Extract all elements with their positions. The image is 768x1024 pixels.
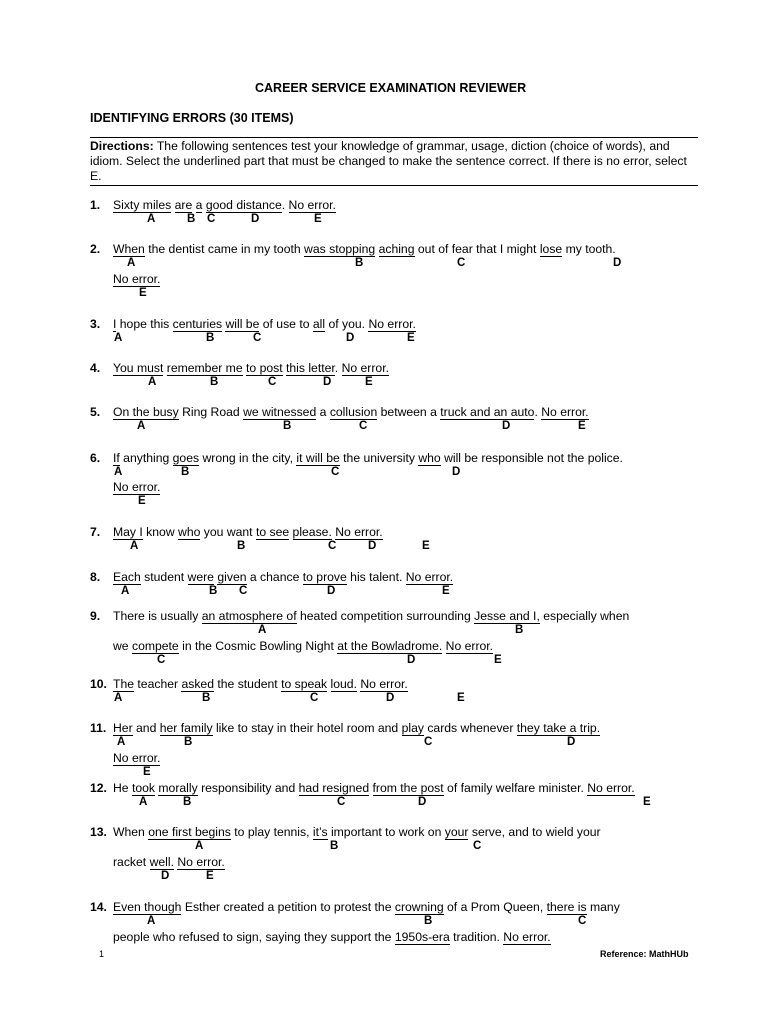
question-text: [113, 242, 616, 256]
underlined-part: who: [418, 451, 441, 465]
underlined-part: to post: [246, 361, 283, 375]
underlined-part: this letter: [286, 361, 335, 375]
choice-letter: E: [422, 540, 430, 552]
text-segment: the university: [339, 451, 419, 465]
text-segment: hope this: [116, 317, 173, 331]
page-title: CAREER SERVICE EXAMINATION REVIEWER: [255, 81, 527, 95]
choice-letter: B: [424, 915, 433, 927]
choice-letter: D: [567, 736, 576, 748]
underlined-part: please.: [292, 525, 332, 539]
choice-letter: A: [114, 332, 123, 344]
underlined-part: May I: [113, 525, 143, 539]
choice-letter: C: [253, 332, 262, 344]
question-number: 6.: [90, 451, 101, 465]
question-number: 1.: [90, 198, 101, 212]
text-segment: know: [142, 525, 179, 539]
question-number: 7.: [90, 525, 101, 539]
underlined-part: goes: [172, 451, 200, 465]
question-text: [113, 825, 601, 839]
choice-letter: D: [502, 420, 511, 432]
choice-letter: A: [148, 376, 157, 388]
question-text: [113, 480, 160, 494]
underlined-part: a: [195, 198, 203, 212]
text-segment: of use to: [259, 317, 313, 331]
underlined-part: it will be: [296, 451, 340, 465]
choice-letter: D: [346, 332, 355, 344]
text-segment: to play tennis,: [230, 825, 313, 839]
choice-letter: E: [442, 585, 450, 597]
choice-letter: A: [137, 420, 146, 432]
choice-letter: B: [210, 376, 219, 388]
choice-letter: A: [114, 692, 123, 704]
directions: [90, 139, 698, 184]
choice-letter: E: [365, 376, 373, 388]
text-segment: [369, 781, 372, 795]
choice-letter: B: [515, 624, 524, 636]
choice-letter: B: [184, 736, 193, 748]
underlined-part: play: [401, 721, 424, 735]
underlined-part: Her: [113, 721, 133, 735]
choice-letter: B: [202, 692, 211, 704]
underlined-part: there is: [546, 900, 587, 914]
text-segment: his talent.: [346, 570, 406, 584]
underlined-part: No error.: [368, 317, 416, 331]
choice-letter: B: [187, 213, 196, 225]
question-number: 4.: [90, 361, 101, 375]
underlined-part: centuries: [172, 317, 223, 331]
underlined-part: I: [113, 317, 117, 331]
underlined-part: had resigned: [298, 781, 370, 795]
divider-bottom: [90, 185, 698, 186]
choice-letter: A: [139, 796, 148, 808]
choice-letter: D: [327, 585, 336, 597]
page-number: 1: [99, 949, 105, 959]
choice-letter: E: [314, 213, 322, 225]
question-number: 11.: [90, 721, 107, 735]
question-number: 14.: [90, 900, 107, 914]
choice-letter: B: [330, 840, 339, 852]
underlined-part: one first begins: [148, 825, 231, 839]
choice-letter: E: [139, 287, 147, 299]
choice-letter: E: [138, 495, 146, 507]
question-text: [113, 930, 551, 944]
underlined-part: they take a trip.: [516, 721, 601, 735]
underlined-part: good distance: [205, 198, 282, 212]
choice-letter: B: [181, 466, 190, 478]
underlined-part: her family: [159, 721, 213, 735]
underlined-part: You must: [113, 361, 164, 375]
question-number: 10.: [90, 677, 107, 691]
choice-letter: D: [161, 870, 170, 882]
question-number: 12.: [90, 781, 107, 795]
text-segment: He: [113, 781, 132, 795]
underlined-part: No error.: [445, 639, 494, 653]
directions-label: Directions:: [90, 139, 154, 153]
underlined-part: Sixty miles: [113, 198, 172, 212]
choice-letter: A: [121, 585, 130, 597]
text-segment: heated competition surrounding: [296, 609, 475, 623]
choice-letter: C: [157, 654, 166, 666]
text-segment: student: [140, 570, 188, 584]
choice-letter: B: [355, 257, 364, 269]
question-text: [113, 721, 600, 735]
choice-letter: E: [643, 796, 651, 808]
underlined-part: Even though: [113, 900, 182, 914]
text-segment: a: [316, 405, 330, 419]
underlined-part: well.: [149, 855, 174, 869]
underlined-part: was stopping: [304, 242, 376, 256]
question-text: [113, 570, 453, 584]
underlined-part: morally: [158, 781, 198, 795]
question-text: [113, 405, 589, 419]
text-segment: tradition.: [449, 930, 504, 944]
underlined-part: aching: [378, 242, 415, 256]
underlined-part: No error.: [288, 198, 336, 212]
divider-top: [90, 137, 698, 138]
text-segment: especially when: [539, 609, 630, 623]
text-segment: like to stay in their hotel room and: [212, 721, 402, 735]
underlined-part: Jesse and I,: [474, 609, 540, 623]
text-segment: Ring Road: [178, 405, 244, 419]
underlined-part: No error.: [113, 480, 161, 494]
text-segment: you want: [200, 525, 256, 539]
choice-letter: D: [418, 796, 427, 808]
underlined-part: we witnessed: [243, 405, 317, 419]
underlined-part: to see: [255, 525, 290, 539]
text-segment: responsibility and: [197, 781, 299, 795]
underlined-part: crowning: [394, 900, 444, 914]
choice-letter: C: [457, 257, 466, 269]
text-segment: important to work on: [327, 825, 445, 839]
text-segment: people who refused to sign, saying they support the: [113, 930, 395, 944]
question-text: [113, 198, 336, 212]
question-number: 8.: [90, 570, 101, 584]
choice-letter: A: [117, 736, 126, 748]
underlined-part: On the busy: [113, 405, 179, 419]
text-segment: racket: [113, 855, 150, 869]
text-segment: anything: [119, 451, 173, 465]
choice-letter: C: [331, 466, 340, 478]
text-segment: my tooth.: [562, 242, 616, 256]
question-number: 9.: [90, 609, 101, 623]
choice-letter: B: [237, 540, 246, 552]
question-number: 3.: [90, 317, 101, 331]
question-number: 13.: [90, 825, 107, 839]
text-segment: .: [334, 361, 342, 375]
underlined-part: loud.: [330, 677, 357, 691]
question-text: [113, 272, 160, 286]
choice-letter: A: [195, 840, 204, 852]
choice-letter: C: [207, 213, 216, 225]
text-segment: out of fear that I might: [414, 242, 540, 256]
choice-letter: A: [130, 540, 139, 552]
choice-letter: A: [258, 624, 267, 636]
underlined-part: from the post: [372, 781, 444, 795]
choice-letter: B: [209, 585, 218, 597]
underlined-part: truck and an auto: [440, 405, 535, 419]
text-segment: the student: [213, 677, 282, 691]
choice-letter: E: [494, 654, 502, 666]
choice-letter: E: [206, 870, 214, 882]
choice-letter: E: [457, 692, 465, 704]
choice-letter: E: [578, 420, 586, 432]
choice-letter: D: [613, 257, 622, 269]
text-segment: .: [281, 198, 289, 212]
question-text: [113, 751, 160, 765]
question-text: [113, 639, 493, 653]
underlined-part: 1950s-era: [394, 930, 450, 944]
underlined-part: No error.: [341, 361, 389, 375]
choice-letter: C: [424, 736, 433, 748]
text-segment: When: [113, 825, 149, 839]
question-text: [113, 781, 635, 795]
directions-text: The following sentences test your knowledge of grammar, usage, diction (choice of words), and idiom. Select the underlined part that must be changed to make the sentence correct. If there is no error, select E.: [90, 139, 687, 183]
underlined-part: to speak: [281, 677, 328, 691]
text-segment: cards whenever: [423, 721, 517, 735]
underlined-part: No error.: [113, 272, 161, 286]
question-text: [113, 609, 629, 623]
underlined-part: will be: [225, 317, 260, 331]
underlined-part: No error.: [177, 855, 225, 869]
text-segment: of family welfare minister.: [443, 781, 588, 795]
underlined-part: it’s: [312, 825, 328, 839]
section-heading: IDENTIFYING ERRORS (30 ITEMS): [90, 111, 294, 125]
underlined-part: were: [187, 570, 214, 584]
question-number: 5.: [90, 405, 101, 419]
choice-letter: D: [386, 692, 395, 704]
underlined-part: an atmosphere of: [201, 609, 297, 623]
choice-letter: C: [473, 840, 482, 852]
choice-letter: C: [239, 585, 248, 597]
text-segment: of you.: [325, 317, 369, 331]
underlined-part: given: [217, 570, 247, 584]
choice-letter: B: [183, 796, 192, 808]
choice-letter: A: [114, 466, 123, 478]
underlined-part: all: [312, 317, 326, 331]
text-segment: we: [113, 639, 132, 653]
question-text: [113, 451, 623, 465]
choice-letter: A: [147, 213, 156, 225]
text-segment: the dentist came in my tooth: [144, 242, 305, 256]
choice-letter: D: [251, 213, 260, 225]
question-text: [113, 361, 389, 375]
text-segment: There is usually: [113, 609, 202, 623]
underlined-part: to prove: [302, 570, 347, 584]
underlined-part: No error.: [360, 677, 408, 691]
choice-letter: D: [452, 466, 461, 478]
reference-note: Reference: MathHUb: [600, 949, 689, 959]
choice-letter: D: [368, 540, 377, 552]
choice-letter: A: [127, 257, 136, 269]
text-segment: will be responsible not the police.: [440, 451, 623, 465]
text-segment: .: [534, 405, 542, 419]
underlined-part: No error.: [405, 570, 454, 584]
text-segment: wrong in the city,: [199, 451, 297, 465]
choice-letter: D: [323, 376, 332, 388]
underlined-part: who: [178, 525, 201, 539]
text-segment: of a Prom Queen,: [443, 900, 547, 914]
question-text: [113, 855, 225, 869]
text-segment: between a: [377, 405, 441, 419]
underlined-part: asked: [181, 677, 214, 691]
text-segment: serve, and to wield your: [468, 825, 601, 839]
choice-letter: C: [359, 420, 368, 432]
text-segment: in the Cosmic Bowling Night: [178, 639, 338, 653]
choice-letter: C: [310, 692, 319, 704]
choice-letter: C: [578, 915, 587, 927]
question-text: [113, 317, 416, 331]
text-segment: Esther created a petition to protest the: [181, 900, 395, 914]
question-text: [113, 525, 383, 539]
underlined-part: No error.: [541, 405, 589, 419]
underlined-part: are: [174, 198, 193, 212]
choice-letter: C: [268, 376, 277, 388]
text-segment: a chance: [246, 570, 303, 584]
question-text: [113, 900, 620, 914]
underlined-part: No error.: [587, 781, 635, 795]
choice-letter: E: [407, 332, 415, 344]
text-segment: many: [586, 900, 620, 914]
choice-letter: E: [143, 766, 151, 778]
underlined-part: Each: [113, 570, 141, 584]
choice-letter: D: [407, 654, 416, 666]
choice-letter: B: [206, 332, 215, 344]
underlined-part: The: [113, 677, 135, 691]
choice-letter: A: [147, 915, 156, 927]
underlined-part: If: [113, 451, 120, 465]
underlined-part: No error.: [335, 525, 383, 539]
underlined-part: your: [444, 825, 469, 839]
question-number: 2.: [90, 242, 101, 256]
choice-letter: B: [283, 420, 292, 432]
text-segment: and: [132, 721, 160, 735]
underlined-part: collusion: [329, 405, 378, 419]
text-segment: teacher: [134, 677, 182, 691]
choice-letter: C: [337, 796, 346, 808]
underlined-part: When: [113, 242, 145, 256]
underlined-part: lose: [539, 242, 563, 256]
underlined-part: compete: [131, 639, 179, 653]
underlined-part: No error.: [113, 751, 161, 765]
underlined-part: took: [131, 781, 156, 795]
question-text: [113, 677, 408, 691]
choice-letter: C: [328, 540, 337, 552]
underlined-part: remember me: [166, 361, 243, 375]
underlined-part: No error.: [503, 930, 551, 944]
underlined-part: at the Bowladrome.: [337, 639, 443, 653]
